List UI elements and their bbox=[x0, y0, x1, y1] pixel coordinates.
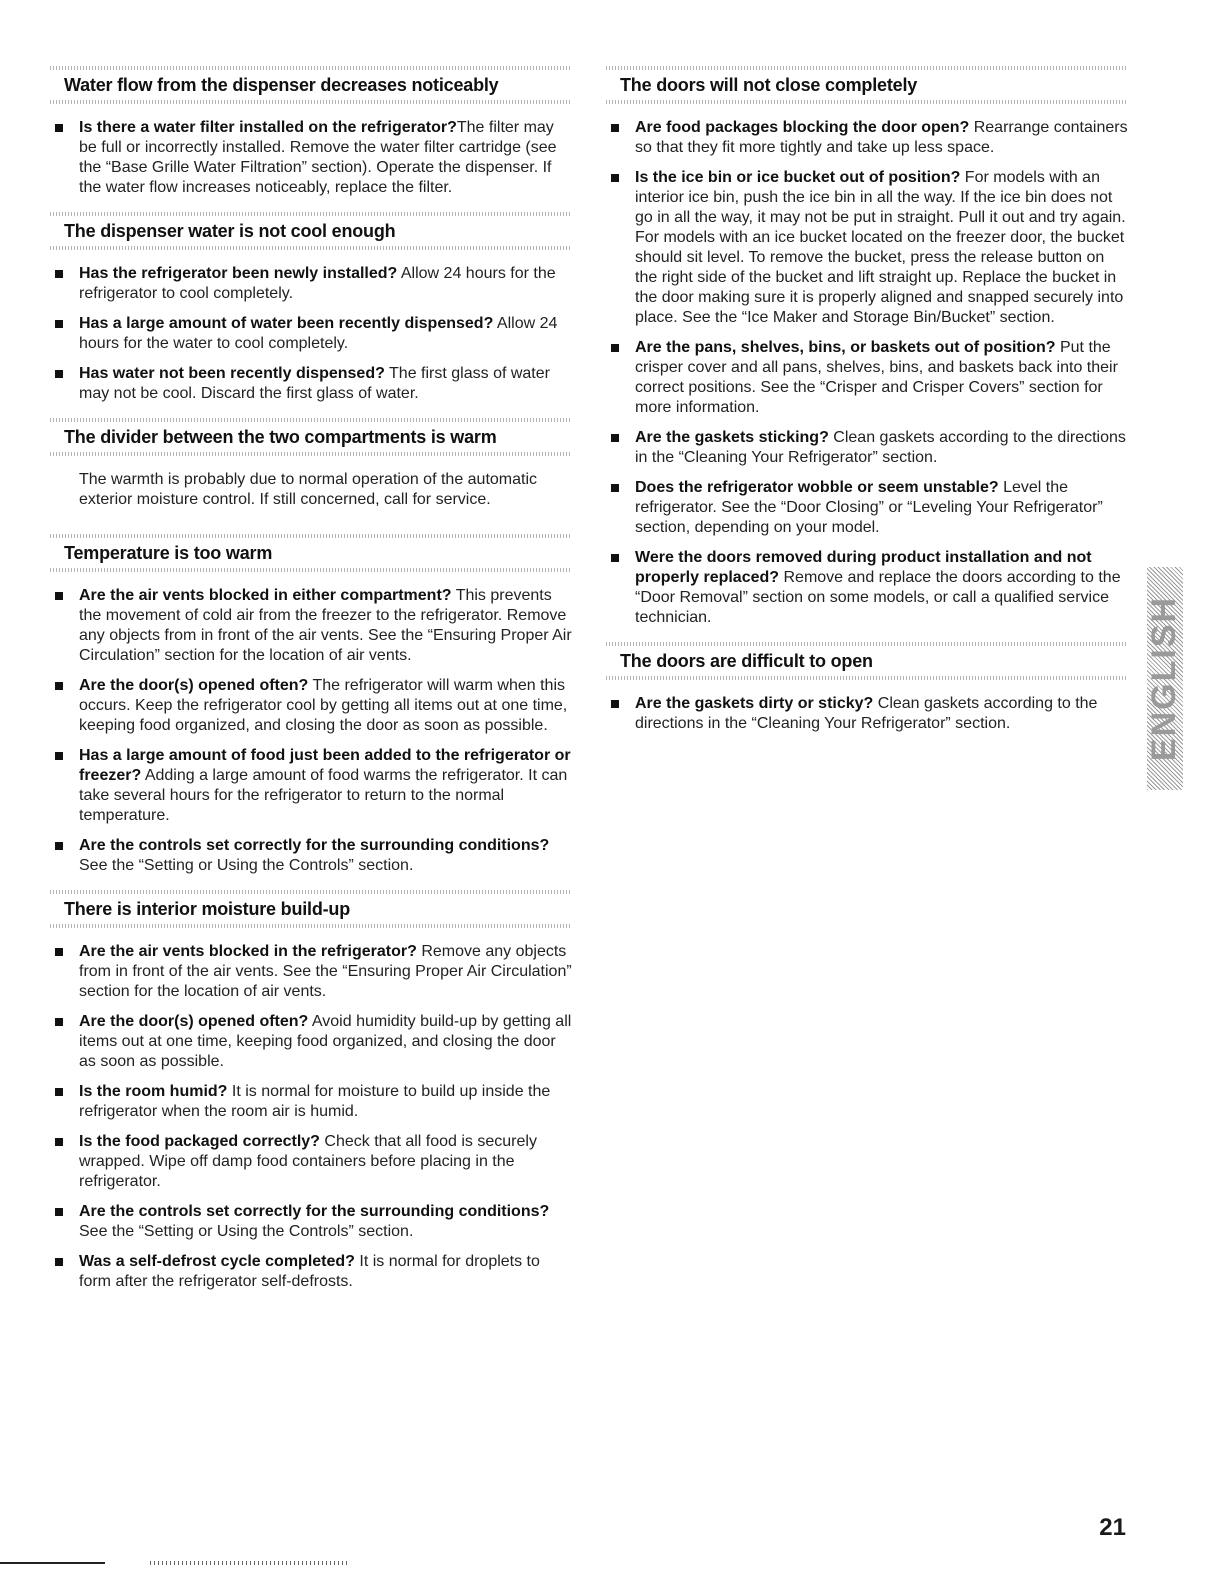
question-text: Has water not been recently dispensed? bbox=[79, 365, 385, 382]
answer-text: Allow 24 hours for the refrigerator to cool completely. bbox=[79, 265, 556, 302]
square-bullet-icon bbox=[55, 682, 63, 690]
answer-text: Adding a large amount of food warms the refrigerator. It can take several hours for the refrigerator to return to the normal temperature. bbox=[79, 767, 568, 824]
list-item bbox=[606, 548, 1128, 628]
page-number: 21 bbox=[1099, 1514, 1126, 1541]
question-text: Is there a water filter installed on the refrigerator? bbox=[79, 119, 457, 136]
square-bullet-icon bbox=[55, 1018, 63, 1026]
troubleshooting-section bbox=[50, 418, 572, 510]
square-bullet-icon bbox=[55, 1088, 63, 1096]
troubleshooting-section bbox=[50, 534, 572, 876]
square-bullet-icon bbox=[55, 592, 63, 600]
question-text: Is the ice bin or ice bucket out of position? bbox=[635, 169, 961, 186]
question-text: Are the air vents blocked in either compartment? bbox=[79, 587, 452, 604]
list-item bbox=[606, 428, 1128, 468]
answer-text: Check that all food is securely wrapped. Wipe off damp food containers before placing in the refrigerator. bbox=[79, 1133, 537, 1190]
list-item bbox=[50, 942, 572, 1002]
question-text: Has the refrigerator been newly installed? bbox=[79, 265, 398, 282]
section-heading: The doors will not close completely bbox=[620, 75, 918, 95]
question-text: Are the door(s) opened often? bbox=[79, 677, 309, 694]
answer-text: Clean gaskets according to the directions in the “Cleaning Your Refrigerator” section. bbox=[635, 429, 1126, 466]
square-bullet-icon bbox=[55, 1138, 63, 1146]
answer-text: See the “Setting or Using the Controls” section. bbox=[79, 1223, 414, 1240]
question-list bbox=[50, 264, 572, 404]
answer-text: Remove any objects from in front of the air vents. See the “Ensuring Proper Air Circulation” section for the location of air vents. bbox=[79, 943, 572, 1000]
section-rule bbox=[50, 452, 572, 456]
list-item bbox=[50, 1132, 572, 1192]
list-item bbox=[50, 836, 572, 876]
language-side-tab bbox=[1147, 567, 1183, 790]
question-text: Has a large amount of food just been added to the refrigerator or freezer? bbox=[79, 747, 571, 784]
section-heading: The doors are difficult to open bbox=[620, 651, 873, 671]
list-item bbox=[50, 1252, 572, 1292]
question-text: Does the refrigerator wobble or seem unstable? bbox=[635, 479, 999, 496]
question-text: Is the room humid? bbox=[79, 1083, 228, 1100]
square-bullet-icon bbox=[55, 1208, 63, 1216]
question-text: Was a self-defrost cycle completed? bbox=[79, 1253, 355, 1270]
list-item bbox=[606, 478, 1128, 538]
answer-text: Rearrange containers so that they fit more tightly and take up less space. bbox=[635, 119, 1128, 156]
answer-text: For models with an interior ice bin, push the ice bin in all the way. If the ice bin does not go in all the way, it may not be put in straight. Pull it out and try again. For models with an ice bucket located on the freezer door, the bucket should sit level. To remove the bucket, press the release button on the right side of the bucket and lift straight up. Replace the bucket in the door making sure it is properly aligned and snapped securely into place. See the “Ice Maker and Storage Bin/Bucket” section. bbox=[635, 169, 1126, 326]
list-item bbox=[50, 676, 572, 736]
troubleshooting-section bbox=[606, 642, 1128, 734]
question-list bbox=[606, 118, 1128, 628]
answer-text: Put the crisper cover and all pans, shelves, bins, and baskets back into their correct positions. See the “Crisper and Crisper Covers” section for more information. bbox=[635, 339, 1118, 416]
troubleshooting-section bbox=[50, 890, 572, 1292]
section-rule bbox=[50, 924, 572, 928]
answer-text: See the “Setting or Using the Controls” section. bbox=[79, 857, 414, 874]
answer-text: This prevents the movement of cold air from the freezer to the refrigerator. Remove any objects from in front of the air vents. See the “Ensuring Proper Air Circulation” section for the location of air vents. bbox=[79, 587, 572, 664]
answer-text: Level the refrigerator. See the “Door Closing” or “Leveling Your Refrigerator” section, depending on your model. bbox=[635, 479, 1103, 536]
question-text: Are the air vents blocked in the refrigerator? bbox=[79, 943, 417, 960]
answer-text: Avoid humidity build-up by getting all items out at one time, keeping food organized, and closing the door as soon as possible. bbox=[79, 1013, 572, 1070]
answer-text: The refrigerator will warm when this occurs. Keep the refrigerator cool by getting all items out at one time, keeping food organized, and closing the door as soon as possible. bbox=[79, 677, 568, 734]
list-item bbox=[606, 168, 1128, 328]
list-item bbox=[50, 264, 572, 304]
language-tab-label: ENGLISH bbox=[1145, 595, 1184, 762]
right-column bbox=[606, 66, 1128, 748]
question-list bbox=[50, 942, 572, 1292]
left-column bbox=[50, 66, 572, 1306]
list-item bbox=[606, 694, 1128, 734]
square-bullet-icon bbox=[55, 124, 63, 132]
square-bullet-icon bbox=[55, 948, 63, 956]
square-bullet-icon bbox=[611, 554, 619, 562]
section-rule bbox=[50, 246, 572, 250]
section-rule bbox=[50, 568, 572, 572]
square-bullet-icon bbox=[611, 124, 619, 132]
section-heading: Temperature is too warm bbox=[64, 543, 273, 563]
answer-text: Clean gaskets according to the directions in the “Cleaning Your Refrigerator” section. bbox=[635, 695, 1098, 732]
question-text: Are the gaskets dirty or sticky? bbox=[635, 695, 874, 712]
list-item bbox=[50, 1082, 572, 1122]
list-item bbox=[50, 1012, 572, 1072]
list-item bbox=[50, 586, 572, 666]
answer-text: It is normal for droplets to form after the refrigerator self-defrosts. bbox=[79, 1253, 540, 1290]
question-text: Are the gaskets sticking? bbox=[635, 429, 829, 446]
answer-text: The filter may be full or incorrectly installed. Remove the water filter cartridge (see the “Base Grille Water Filtration” section). Operate the dispenser. If the water flow increases noticeably, replace the filter. bbox=[79, 119, 557, 196]
square-bullet-icon bbox=[611, 174, 619, 182]
registration-mark bbox=[150, 1561, 350, 1565]
question-text: Are the controls set correctly for the surrounding conditions? bbox=[79, 1203, 550, 1220]
question-text: Is the food packaged correctly? bbox=[79, 1133, 320, 1150]
list-item bbox=[606, 338, 1128, 418]
section-rule bbox=[606, 100, 1128, 104]
question-text: Are the pans, shelves, bins, or baskets out of position? bbox=[635, 339, 1056, 356]
section-heading: There is interior moisture build-up bbox=[64, 899, 351, 919]
list-item bbox=[606, 118, 1128, 158]
troubleshooting-section bbox=[606, 66, 1128, 628]
square-bullet-icon bbox=[611, 434, 619, 442]
answer-text: Allow 24 hours for the water to cool completely. bbox=[79, 315, 558, 352]
answer-text: The first glass of water may not be cool. Discard the first glass of water. bbox=[79, 365, 550, 402]
question-text: Were the doors removed during product installation and not properly replaced? bbox=[635, 549, 1092, 586]
square-bullet-icon bbox=[611, 484, 619, 492]
crop-mark bbox=[0, 1562, 105, 1564]
square-bullet-icon bbox=[611, 344, 619, 352]
list-item bbox=[50, 746, 572, 826]
section-heading: The dispenser water is not cool enough bbox=[64, 221, 396, 241]
answer-text: It is normal for moisture to build up inside the refrigerator when the room air is humid. bbox=[79, 1083, 551, 1120]
square-bullet-icon bbox=[611, 700, 619, 708]
troubleshooting-section bbox=[50, 66, 572, 198]
section-rule bbox=[50, 100, 572, 104]
question-text: Are the door(s) opened often? bbox=[79, 1013, 309, 1030]
answer-text: Remove and replace the doors according to the “Door Removal” section on some models, or call a qualified service technician. bbox=[635, 569, 1121, 626]
section-heading: The divider between the two compartments is warm bbox=[64, 427, 497, 447]
square-bullet-icon bbox=[55, 842, 63, 850]
printer-marks bbox=[0, 1560, 360, 1573]
section-paragraph: The warmth is probably due to normal operation of the automatic exterior moisture control. If still concerned, call for service. bbox=[79, 471, 538, 508]
question-list bbox=[50, 586, 572, 876]
square-bullet-icon bbox=[55, 370, 63, 378]
list-item bbox=[50, 364, 572, 404]
question-list bbox=[50, 118, 572, 198]
square-bullet-icon bbox=[55, 1258, 63, 1266]
list-item bbox=[50, 118, 572, 198]
question-text: Are food packages blocking the door open? bbox=[635, 119, 970, 136]
list-item bbox=[50, 314, 572, 354]
square-bullet-icon bbox=[55, 320, 63, 328]
square-bullet-icon bbox=[55, 270, 63, 278]
question-text: Has a large amount of water been recently dispensed? bbox=[79, 315, 494, 332]
square-bullet-icon bbox=[55, 752, 63, 760]
troubleshooting-section bbox=[50, 212, 572, 404]
section-rule bbox=[606, 676, 1128, 680]
list-item bbox=[50, 1202, 572, 1242]
question-list bbox=[606, 694, 1128, 734]
question-text: Are the controls set correctly for the surrounding conditions? bbox=[79, 837, 550, 854]
section-heading: Water flow from the dispenser decreases noticeably bbox=[64, 75, 499, 95]
